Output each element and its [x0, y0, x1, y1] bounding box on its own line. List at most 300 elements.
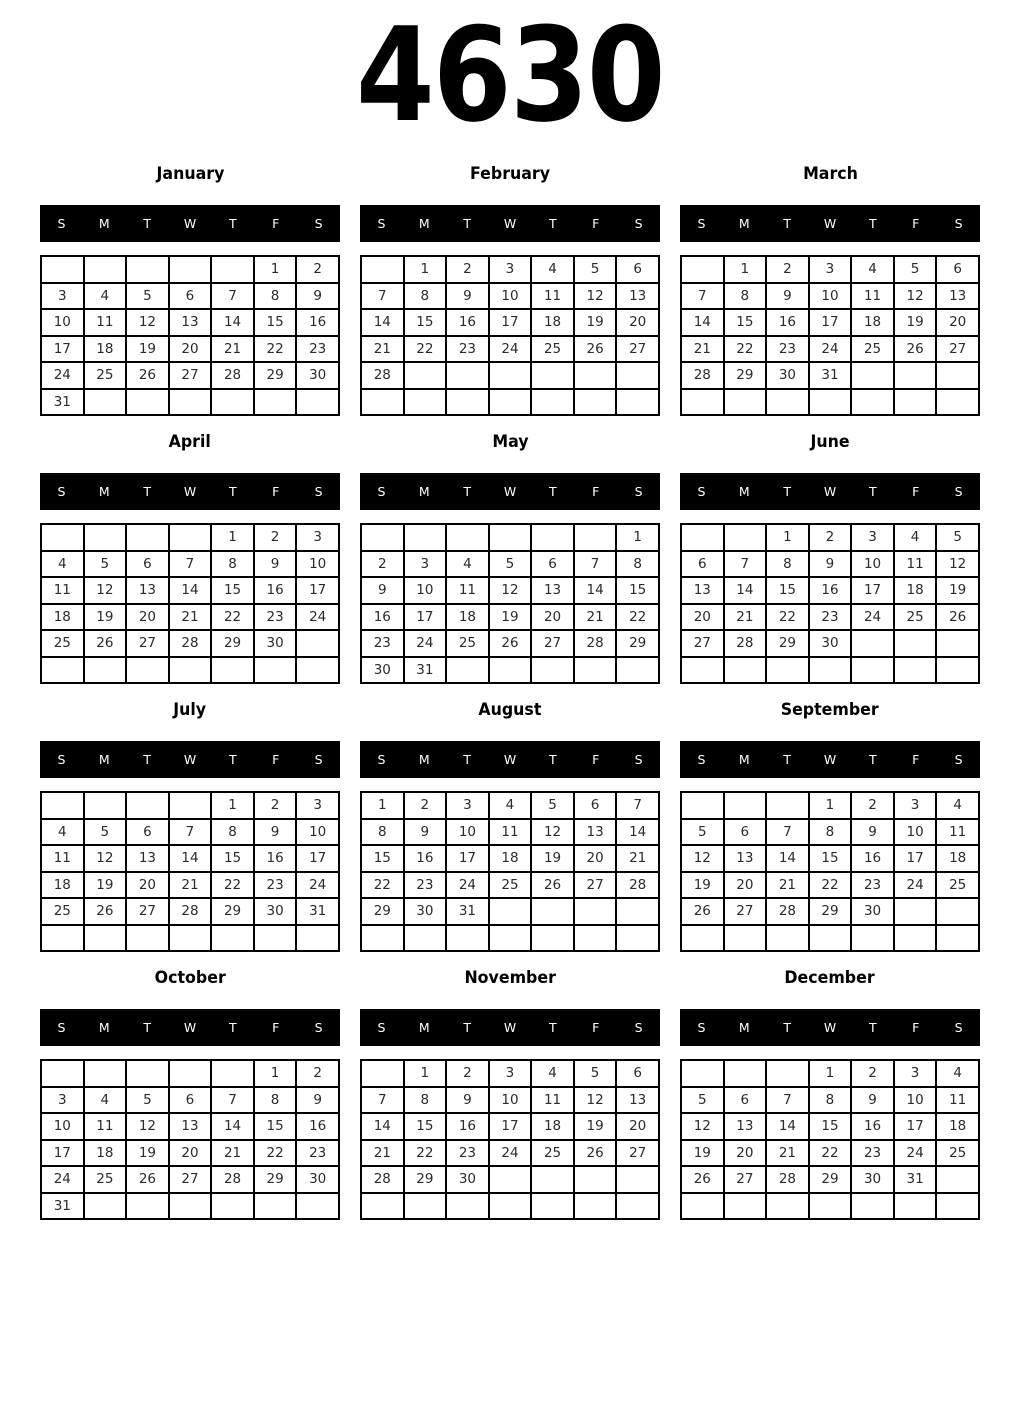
empty-day-cell — [41, 792, 84, 819]
weekday-label: W — [503, 216, 517, 231]
day-cell: 20 — [126, 872, 169, 899]
empty-day-cell — [254, 925, 297, 952]
day-cell: 2 — [446, 1060, 489, 1087]
week-row — [41, 1193, 339, 1220]
day-cell: 26 — [574, 336, 617, 363]
month-name — [680, 164, 980, 184]
month-name — [680, 968, 980, 988]
empty-day-cell — [724, 1060, 767, 1087]
week-row — [681, 872, 979, 899]
empty-day-cell — [84, 256, 127, 283]
weekday-label: M — [98, 1020, 110, 1035]
empty-day-cell — [936, 362, 979, 389]
day-cell: 5 — [894, 256, 937, 283]
day-cell: 4 — [936, 792, 979, 819]
day-cell: 4 — [894, 524, 937, 551]
day-cell: 21 — [616, 845, 659, 872]
empty-day-cell — [84, 1060, 127, 1087]
empty-day-cell — [361, 256, 404, 283]
day-cell: 3 — [894, 792, 937, 819]
empty-day-cell — [681, 256, 724, 283]
empty-day-cell — [211, 256, 254, 283]
day-cell: 21 — [361, 336, 404, 363]
weekday-label: S — [954, 484, 963, 499]
day-cell: 20 — [616, 1113, 659, 1140]
day-cell: 23 — [296, 336, 339, 363]
week-row — [361, 819, 659, 846]
day-cell: 3 — [809, 256, 852, 283]
weekday-label: W — [503, 752, 517, 767]
week-row — [361, 657, 659, 684]
day-cell: 23 — [766, 336, 809, 363]
week-row — [361, 551, 659, 578]
day-cell: 31 — [41, 389, 84, 416]
weekday-label: T — [783, 484, 791, 499]
weekday-label: S — [57, 484, 66, 499]
month-march — [680, 164, 980, 416]
day-cell: 20 — [169, 1140, 212, 1167]
day-cell: 4 — [41, 551, 84, 578]
day-cell: 22 — [211, 872, 254, 899]
weekday-header-bar — [360, 205, 660, 242]
empty-day-cell — [446, 657, 489, 684]
empty-day-cell — [361, 1193, 404, 1220]
day-cell: 2 — [404, 792, 447, 819]
empty-day-cell — [936, 630, 979, 657]
day-cell: 6 — [936, 256, 979, 283]
week-row — [681, 792, 979, 819]
empty-day-cell — [126, 1193, 169, 1220]
empty-day-cell — [169, 792, 212, 819]
week-row — [41, 1087, 339, 1114]
day-cell: 10 — [296, 819, 339, 846]
day-cell: 23 — [446, 336, 489, 363]
day-cell: 20 — [681, 604, 724, 631]
empty-day-cell — [254, 1193, 297, 1220]
week-row — [681, 1113, 979, 1140]
weekday-label: S — [57, 752, 66, 767]
weekday-label: S — [57, 1020, 66, 1035]
day-cell: 28 — [169, 630, 212, 657]
empty-day-cell — [446, 1193, 489, 1220]
empty-day-cell — [404, 389, 447, 416]
day-cell: 12 — [574, 1087, 617, 1114]
weekday-label: W — [823, 216, 837, 231]
day-cell: 4 — [851, 256, 894, 283]
empty-day-cell — [531, 925, 574, 952]
day-cell: 17 — [894, 1113, 937, 1140]
day-cell: 18 — [489, 845, 532, 872]
day-cell: 22 — [361, 872, 404, 899]
weekday-label: S — [377, 216, 386, 231]
weekday-label: F — [272, 752, 280, 767]
week-row — [41, 604, 339, 631]
week-row — [361, 336, 659, 363]
empty-day-cell — [616, 925, 659, 952]
day-cell: 13 — [724, 845, 767, 872]
day-cell: 12 — [531, 819, 574, 846]
day-cell: 16 — [254, 845, 297, 872]
day-cell: 28 — [766, 1166, 809, 1193]
day-cell: 18 — [84, 336, 127, 363]
day-cell: 14 — [211, 309, 254, 336]
day-cell: 11 — [446, 577, 489, 604]
day-cell: 27 — [681, 630, 724, 657]
empty-day-cell — [724, 925, 767, 952]
day-cell: 14 — [766, 845, 809, 872]
month-name — [40, 968, 340, 988]
day-cell: 11 — [531, 1087, 574, 1114]
empty-day-cell — [169, 524, 212, 551]
day-cell: 7 — [169, 819, 212, 846]
empty-day-cell — [936, 1166, 979, 1193]
weekday-label: T — [463, 216, 471, 231]
weekday-label: M — [418, 752, 430, 767]
month-day-grid — [40, 791, 340, 952]
week-row — [681, 604, 979, 631]
day-cell: 28 — [211, 1166, 254, 1193]
day-cell: 14 — [211, 1113, 254, 1140]
week-row — [361, 577, 659, 604]
day-cell: 31 — [404, 657, 447, 684]
empty-day-cell — [211, 1060, 254, 1087]
week-row — [361, 309, 659, 336]
day-cell: 8 — [211, 819, 254, 846]
day-cell: 3 — [404, 551, 447, 578]
month-name — [40, 700, 340, 720]
day-cell: 24 — [296, 872, 339, 899]
week-row — [41, 819, 339, 846]
month-name-text: July — [173, 700, 207, 720]
weekday-label: T — [229, 1020, 237, 1035]
empty-day-cell — [724, 389, 767, 416]
day-cell: 9 — [446, 1087, 489, 1114]
empty-day-cell — [851, 362, 894, 389]
empty-day-cell — [681, 389, 724, 416]
month-day-grid — [680, 523, 980, 684]
day-cell: 8 — [809, 1087, 852, 1114]
day-cell: 16 — [851, 1113, 894, 1140]
month-name-text: October — [154, 968, 226, 988]
week-row — [41, 524, 339, 551]
week-row — [361, 1113, 659, 1140]
day-cell: 10 — [894, 819, 937, 846]
empty-day-cell — [211, 389, 254, 416]
weekday-label: S — [377, 1020, 386, 1035]
empty-day-cell — [724, 792, 767, 819]
empty-day-cell — [489, 1193, 532, 1220]
day-cell: 11 — [84, 1113, 127, 1140]
week-row — [361, 256, 659, 283]
empty-day-cell — [41, 925, 84, 952]
day-cell: 7 — [766, 1087, 809, 1114]
day-cell: 27 — [126, 898, 169, 925]
empty-day-cell — [531, 362, 574, 389]
day-cell: 31 — [41, 1193, 84, 1220]
week-row — [361, 1193, 659, 1220]
week-row — [361, 389, 659, 416]
day-cell: 14 — [574, 577, 617, 604]
day-cell: 6 — [681, 551, 724, 578]
week-row — [681, 1060, 979, 1087]
day-cell: 9 — [404, 819, 447, 846]
day-cell: 5 — [574, 1060, 617, 1087]
empty-day-cell — [489, 389, 532, 416]
day-cell: 11 — [894, 551, 937, 578]
month-name-text: February — [469, 164, 551, 184]
empty-day-cell — [936, 389, 979, 416]
day-cell: 21 — [574, 604, 617, 631]
day-cell: 23 — [254, 604, 297, 631]
weekday-label: T — [869, 484, 877, 499]
day-cell: 20 — [169, 336, 212, 363]
day-cell: 8 — [724, 283, 767, 310]
week-row — [41, 630, 339, 657]
empty-day-cell — [41, 524, 84, 551]
day-cell: 18 — [84, 1140, 127, 1167]
day-cell: 11 — [531, 283, 574, 310]
empty-day-cell — [894, 362, 937, 389]
day-cell: 12 — [84, 845, 127, 872]
day-cell: 15 — [404, 1113, 447, 1140]
empty-day-cell — [616, 898, 659, 925]
day-cell: 10 — [446, 819, 489, 846]
empty-day-cell — [681, 657, 724, 684]
day-cell: 21 — [681, 336, 724, 363]
month-april — [40, 432, 340, 684]
week-row — [681, 309, 979, 336]
day-cell: 28 — [361, 362, 404, 389]
day-cell: 15 — [254, 1113, 297, 1140]
day-cell: 28 — [616, 872, 659, 899]
weekday-label: F — [272, 1020, 280, 1035]
weekday-label: T — [143, 216, 151, 231]
day-cell: 19 — [84, 872, 127, 899]
weekday-header-bar — [40, 205, 340, 242]
day-cell: 31 — [446, 898, 489, 925]
weekday-header-bar — [360, 1009, 660, 1046]
day-cell: 25 — [531, 336, 574, 363]
day-cell: 22 — [404, 1140, 447, 1167]
day-cell: 30 — [404, 898, 447, 925]
day-cell: 9 — [254, 551, 297, 578]
empty-day-cell — [574, 1166, 617, 1193]
month-name — [40, 164, 340, 184]
day-cell: 1 — [211, 792, 254, 819]
week-row — [681, 283, 979, 310]
day-cell: 22 — [254, 1140, 297, 1167]
day-cell: 14 — [169, 845, 212, 872]
empty-day-cell — [894, 389, 937, 416]
empty-day-cell — [574, 898, 617, 925]
day-cell: 13 — [724, 1113, 767, 1140]
day-cell: 26 — [681, 1166, 724, 1193]
day-cell: 29 — [361, 898, 404, 925]
weekday-label: S — [954, 216, 963, 231]
week-row — [41, 577, 339, 604]
empty-day-cell — [296, 657, 339, 684]
day-cell: 16 — [296, 1113, 339, 1140]
day-cell: 3 — [489, 1060, 532, 1087]
weekday-label: W — [183, 484, 197, 499]
empty-day-cell — [766, 389, 809, 416]
day-cell: 2 — [361, 551, 404, 578]
empty-day-cell — [489, 1166, 532, 1193]
day-cell: 4 — [41, 819, 84, 846]
weekday-label: S — [57, 216, 66, 231]
weekday-label: T — [549, 1020, 557, 1035]
day-cell: 13 — [616, 1087, 659, 1114]
day-cell: 25 — [936, 872, 979, 899]
months-grid — [40, 164, 980, 1220]
day-cell: 2 — [851, 792, 894, 819]
empty-day-cell — [531, 1193, 574, 1220]
empty-day-cell — [894, 657, 937, 684]
weekday-header-bar — [680, 205, 980, 242]
weekday-label: T — [869, 216, 877, 231]
week-row — [41, 1113, 339, 1140]
empty-day-cell — [681, 792, 724, 819]
day-cell: 7 — [616, 792, 659, 819]
day-cell: 3 — [851, 524, 894, 551]
weekday-label: S — [634, 216, 643, 231]
week-row — [361, 845, 659, 872]
day-cell: 22 — [404, 336, 447, 363]
day-cell: 17 — [894, 845, 937, 872]
month-november — [360, 968, 660, 1220]
day-cell: 26 — [574, 1140, 617, 1167]
week-row — [681, 577, 979, 604]
empty-day-cell — [894, 898, 937, 925]
day-cell: 30 — [254, 898, 297, 925]
day-cell: 18 — [894, 577, 937, 604]
day-cell: 30 — [296, 1166, 339, 1193]
weekday-label: S — [634, 484, 643, 499]
week-row — [41, 551, 339, 578]
day-cell: 15 — [766, 577, 809, 604]
month-day-grid — [40, 523, 340, 684]
day-cell: 26 — [489, 630, 532, 657]
week-row — [41, 1166, 339, 1193]
day-cell: 19 — [681, 1140, 724, 1167]
week-row — [41, 309, 339, 336]
day-cell: 11 — [936, 819, 979, 846]
day-cell: 3 — [296, 792, 339, 819]
empty-day-cell — [766, 657, 809, 684]
day-cell: 8 — [616, 551, 659, 578]
day-cell: 1 — [211, 524, 254, 551]
day-cell: 4 — [936, 1060, 979, 1087]
day-cell: 27 — [126, 630, 169, 657]
day-cell: 4 — [489, 792, 532, 819]
weekday-label: S — [697, 1020, 706, 1035]
weekday-label: T — [869, 1020, 877, 1035]
empty-day-cell — [169, 1193, 212, 1220]
day-cell: 27 — [169, 362, 212, 389]
day-cell: 19 — [574, 1113, 617, 1140]
empty-day-cell — [681, 1193, 724, 1220]
day-cell: 27 — [616, 1140, 659, 1167]
day-cell: 13 — [681, 577, 724, 604]
day-cell: 14 — [724, 577, 767, 604]
day-cell: 6 — [126, 551, 169, 578]
day-cell: 26 — [531, 872, 574, 899]
day-cell: 2 — [851, 1060, 894, 1087]
weekday-label: T — [463, 1020, 471, 1035]
week-row — [681, 336, 979, 363]
day-cell: 25 — [41, 898, 84, 925]
empty-day-cell — [616, 1193, 659, 1220]
week-row — [41, 925, 339, 952]
day-cell: 3 — [296, 524, 339, 551]
weekday-label: S — [314, 752, 323, 767]
month-day-grid — [680, 1059, 980, 1220]
day-cell: 22 — [809, 872, 852, 899]
empty-day-cell — [446, 362, 489, 389]
day-cell: 21 — [169, 872, 212, 899]
weekday-label: F — [272, 484, 280, 499]
weekday-label: W — [183, 1020, 197, 1035]
day-cell: 9 — [766, 283, 809, 310]
day-cell: 8 — [404, 283, 447, 310]
day-cell: 8 — [254, 1087, 297, 1114]
day-cell: 7 — [766, 819, 809, 846]
day-cell: 31 — [296, 898, 339, 925]
day-cell: 5 — [681, 1087, 724, 1114]
weekday-label: T — [143, 752, 151, 767]
day-cell: 26 — [936, 604, 979, 631]
empty-day-cell — [489, 657, 532, 684]
empty-day-cell — [809, 657, 852, 684]
day-cell: 20 — [531, 604, 574, 631]
day-cell: 5 — [489, 551, 532, 578]
weekday-label: W — [823, 484, 837, 499]
day-cell: 25 — [41, 630, 84, 657]
empty-day-cell — [766, 925, 809, 952]
day-cell: 13 — [126, 845, 169, 872]
day-cell: 23 — [809, 604, 852, 631]
empty-day-cell — [531, 657, 574, 684]
empty-day-cell — [84, 389, 127, 416]
empty-day-cell — [254, 657, 297, 684]
day-cell: 21 — [766, 872, 809, 899]
empty-day-cell — [574, 1193, 617, 1220]
day-cell: 30 — [254, 630, 297, 657]
day-cell: 25 — [446, 630, 489, 657]
week-row — [41, 283, 339, 310]
month-december — [680, 968, 980, 1220]
day-cell: 23 — [404, 872, 447, 899]
day-cell: 5 — [84, 819, 127, 846]
empty-day-cell — [126, 657, 169, 684]
week-row — [681, 551, 979, 578]
weekday-label: W — [823, 1020, 837, 1035]
empty-day-cell — [489, 925, 532, 952]
day-cell: 31 — [809, 362, 852, 389]
day-cell: 8 — [254, 283, 297, 310]
empty-day-cell — [936, 925, 979, 952]
day-cell: 15 — [404, 309, 447, 336]
weekday-label: W — [183, 216, 197, 231]
empty-day-cell — [211, 925, 254, 952]
day-cell: 10 — [296, 551, 339, 578]
day-cell: 11 — [41, 577, 84, 604]
day-cell: 20 — [574, 845, 617, 872]
day-cell: 21 — [211, 1140, 254, 1167]
weekday-header-bar — [40, 1009, 340, 1046]
day-cell: 22 — [766, 604, 809, 631]
empty-day-cell — [254, 389, 297, 416]
